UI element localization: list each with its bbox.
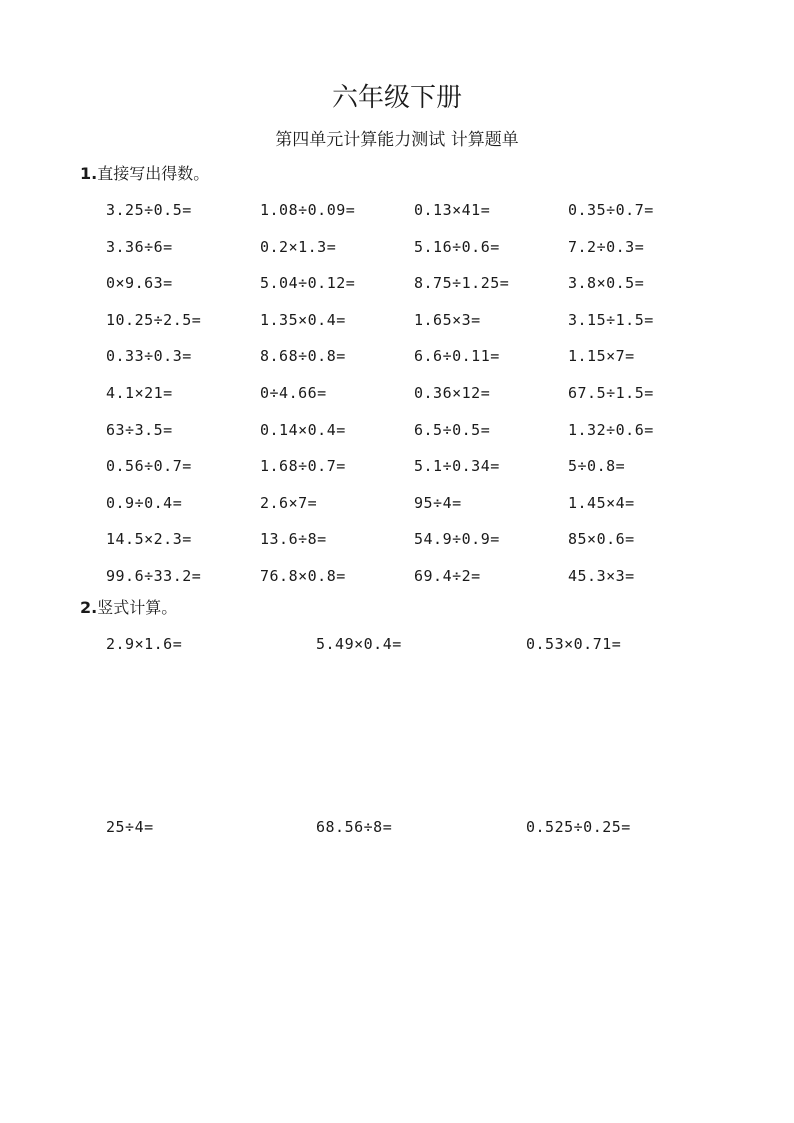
problem: 13.6÷8= xyxy=(260,530,327,549)
problem: 5.04÷0.12= xyxy=(260,274,356,293)
problem: 1.35×0.4= xyxy=(260,310,346,329)
problem: 99.6÷33.2= xyxy=(106,566,202,585)
problem: 1.45×4= xyxy=(568,493,635,512)
problem: 14.5×2.3= xyxy=(106,530,192,549)
problem: 10.25÷2.5= xyxy=(106,310,202,329)
problem: 5.1÷0.34= xyxy=(414,457,500,476)
problem: 3.15÷1.5= xyxy=(568,310,654,329)
problem: 0÷4.66= xyxy=(260,383,327,402)
problem: 3.8×0.5= xyxy=(568,274,645,293)
section-1-heading xyxy=(80,162,209,186)
problem: 6.6÷0.11= xyxy=(414,347,500,366)
problem: 0.53×0.71= xyxy=(526,635,622,653)
section-2-heading xyxy=(80,596,177,620)
problem: 0.56÷0.7= xyxy=(106,457,192,476)
problem: 1.32÷0.6= xyxy=(568,420,654,439)
problem: 1.08÷0.09= xyxy=(260,201,356,219)
problem: 0.14×0.4= xyxy=(260,420,346,439)
problem: 3.25÷0.5= xyxy=(106,201,192,219)
problem: 2.9×1.6= xyxy=(106,635,183,653)
problem: 95÷4= xyxy=(414,493,462,512)
problem: 6.5÷0.5= xyxy=(414,420,491,439)
problem: 85×0.6= xyxy=(568,530,635,549)
section-2-text: 竖式计算。 xyxy=(97,598,178,617)
problem: 4.1×21= xyxy=(106,383,173,402)
section-1-number: 1. xyxy=(80,164,98,183)
problem: 8.75÷1.25= xyxy=(414,274,510,293)
page-subtitle: 第四单元计算能力测试 计算题单 xyxy=(275,130,519,150)
problem: 5÷0.8= xyxy=(568,457,626,476)
problem: 0.33÷0.3= xyxy=(106,347,192,366)
problem: 2.6×7= xyxy=(260,493,318,512)
problem: 54.9÷0.9= xyxy=(414,530,500,549)
problem: 0.2×1.3= xyxy=(260,237,337,256)
problem: 0.525÷0.25= xyxy=(526,818,631,836)
mental-math-grid xyxy=(106,198,726,601)
problem: 45.3×3= xyxy=(568,566,635,585)
problem: 8.68÷0.8= xyxy=(260,347,346,366)
problem: 0.9÷0.4= xyxy=(106,493,183,512)
problem: 69.4÷2= xyxy=(414,566,481,585)
problem: 76.8×0.8= xyxy=(260,566,346,585)
problem: 25÷4= xyxy=(106,818,154,836)
section-1-text: 直接写出得数。 xyxy=(97,164,210,183)
problem: 7.2÷0.3= xyxy=(568,237,645,256)
problem: 1.15×7= xyxy=(568,347,635,366)
vertical-calc-row xyxy=(106,632,746,656)
problem: 5.49×0.4= xyxy=(316,635,402,653)
problem: 0×9.63= xyxy=(106,274,173,293)
problem: 0.35÷0.7= xyxy=(568,201,654,219)
problem: 68.56÷8= xyxy=(316,818,393,836)
problem: 0.13×41= xyxy=(414,201,491,219)
page-title: 六年级下册 xyxy=(331,83,462,113)
problem: 5.16÷0.6= xyxy=(414,237,500,256)
problem: 1.68÷0.7= xyxy=(260,457,346,476)
problem: 3.36÷6= xyxy=(106,237,173,256)
problem: 0.36×12= xyxy=(414,383,491,402)
problem: 67.5÷1.5= xyxy=(568,383,654,402)
problem: 63÷3.5= xyxy=(106,420,173,439)
problem: 1.65×3= xyxy=(414,310,481,329)
section-2-number: 2. xyxy=(80,598,98,617)
vertical-calc-row xyxy=(106,815,746,839)
